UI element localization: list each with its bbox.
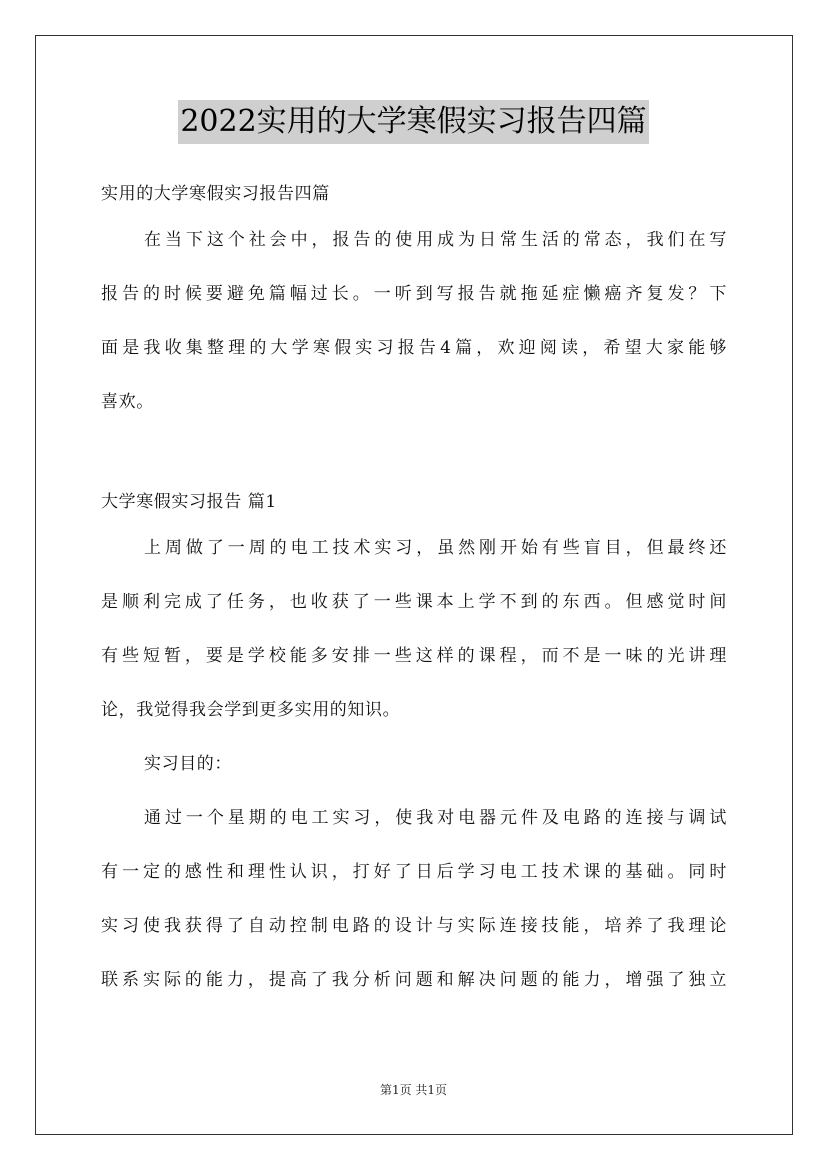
page-footer: 第1页 共1页 xyxy=(379,1083,448,1097)
paragraph-line: 实习使我获得了自动控制电路的设计与实际连接技能，培养了我理论 xyxy=(101,916,727,936)
paragraph-line: 有一定的感性和理性认识，打好了日后学习电工技术课的基础。同时 xyxy=(101,862,727,882)
paragraph-line: 联系实际的能力，提高了我分析问题和解决问题的能力，增强了独立 xyxy=(101,970,727,990)
paragraph-line: 是顺利完成了任务，也收获了一些课本上学不到的东西。但感觉时间 xyxy=(101,592,727,612)
paragraph-line: 通过一个星期的电工实习，使我对电器元件及电路的连接与调试 xyxy=(144,808,727,828)
purpose-label: 实习目的： xyxy=(144,754,232,774)
paragraph-line: 上周做了一周的电工技术实习，虽然刚开始有些盲目，但最终还 xyxy=(144,538,727,558)
subtitle: 实用的大学寒假实习报告四篇 xyxy=(101,184,330,204)
document-title: 2022实用的大学寒假实习报告四篇 xyxy=(178,100,648,144)
paragraph-line: 有些短暂，要是学校能多安排一些这样的课程，而不是一味的光讲理 xyxy=(101,646,727,666)
document-body xyxy=(101,172,727,1012)
intro-line: 在当下这个社会中，报告的使用成为日常生活的常态，我们在写 xyxy=(144,230,727,250)
intro-line: 面是我收集整理的大学寒假实习报告4篇，欢迎阅读，希望大家能够 xyxy=(101,338,727,358)
intro-line: 喜欢。 xyxy=(101,392,154,412)
section-heading: 大学寒假实习报告 篇1 xyxy=(101,492,277,512)
title-container xyxy=(0,100,827,144)
paragraph-line: 论，我觉得我会学到更多实用的知识。 xyxy=(101,700,401,720)
intro-line: 报告的时候要避免篇幅过长。一听到写报告就拖延症懒癌齐复发？下 xyxy=(101,284,727,304)
